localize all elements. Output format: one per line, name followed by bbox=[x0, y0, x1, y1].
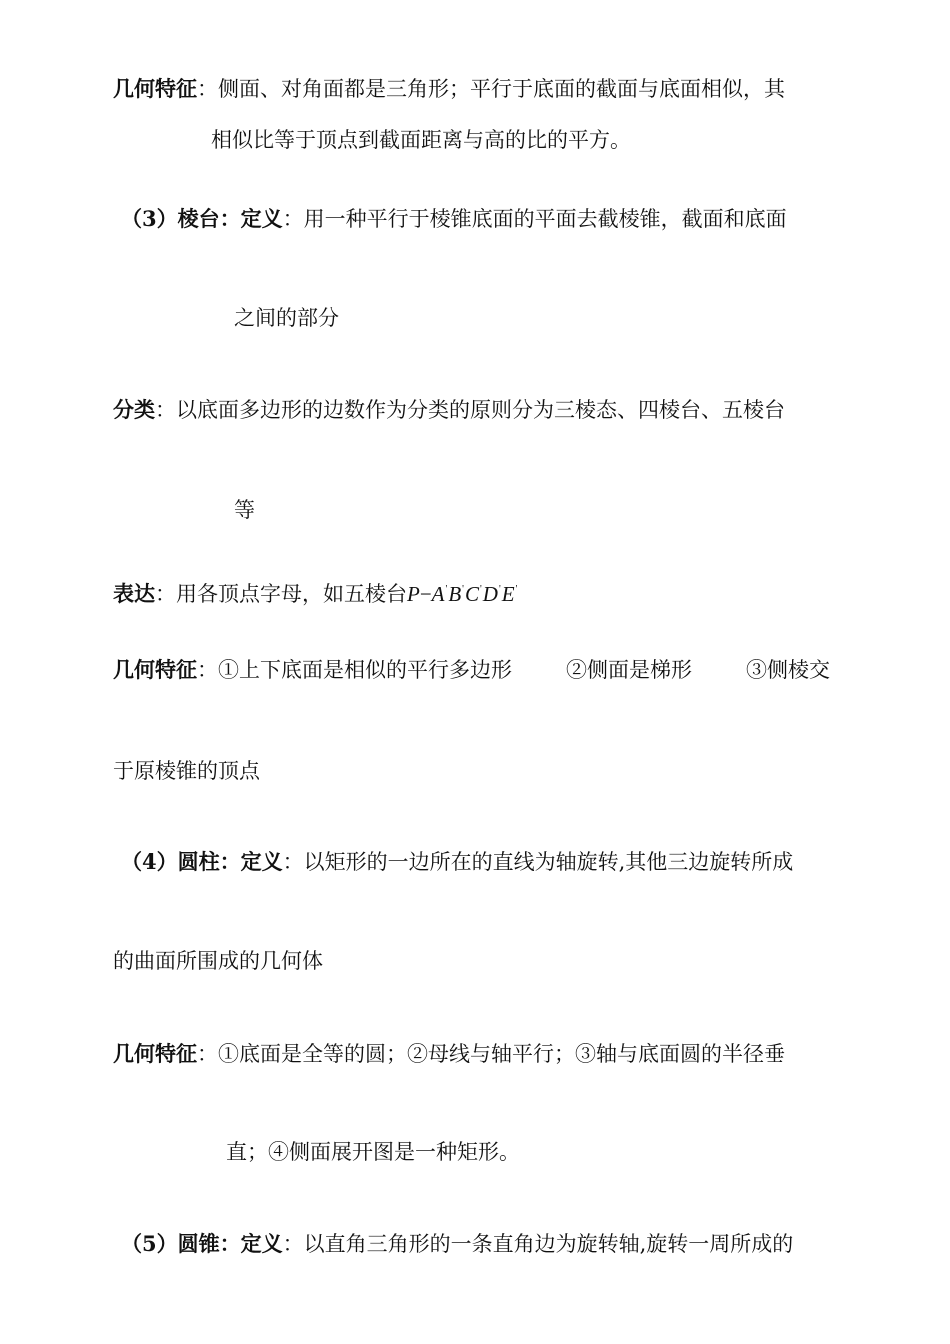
colon: ： bbox=[155, 398, 176, 422]
classification-line-1 bbox=[113, 395, 785, 425]
text: 以直角三角形的一条直角边为旋转轴,旋转一周所成的 bbox=[303, 1232, 794, 1256]
classification-label: 分类 bbox=[113, 397, 155, 422]
text: 以矩形的一边所在的直线为轴旋转,其他三边旋转所成 bbox=[303, 850, 794, 874]
cylinder-features-line-2 bbox=[226, 1137, 520, 1167]
text: 于原棱锥的顶点 bbox=[113, 759, 260, 783]
cone-heading: （5）圆锥 bbox=[121, 1231, 220, 1256]
definition-label: 定义 bbox=[240, 206, 283, 231]
feature-item-1: ①上下底面是相似的平行多边形 bbox=[218, 658, 512, 682]
text: 用各顶点字母，如五棱台 bbox=[176, 582, 407, 606]
text: 等 bbox=[234, 498, 255, 522]
colon: ： bbox=[197, 1042, 218, 1066]
cylinder-heading-line bbox=[121, 847, 793, 877]
colon: ： bbox=[282, 850, 304, 874]
text: 相似比等于顶点到截面距离与高的比的平方。 bbox=[211, 128, 631, 152]
frustum-features-line-1 bbox=[113, 655, 512, 685]
text: 的曲面所围成的几何体 bbox=[113, 949, 323, 973]
text: 侧面、对角面都是三角形；平行于底面的截面与底面相似，其 bbox=[218, 77, 785, 101]
colon: ： bbox=[197, 658, 218, 682]
cylinder-heading: （4）圆柱 bbox=[121, 849, 220, 874]
text: 直；④侧面展开图是一种矩形。 bbox=[226, 1140, 520, 1164]
text: 之间的部分 bbox=[234, 306, 339, 330]
frustum-notation-formula: P−A'B'C'D'E' bbox=[407, 582, 518, 606]
notation-line bbox=[113, 575, 518, 609]
colon: ： bbox=[197, 77, 218, 101]
frustum-features-line-2 bbox=[113, 756, 260, 786]
geometric-features-line-1 bbox=[113, 74, 785, 104]
classification-line-2 bbox=[234, 495, 255, 525]
text: 用一种平行于棱锥底面的平面去截棱锥，截面和底面 bbox=[303, 207, 787, 231]
feature-item-2: ②侧面是梯形 bbox=[566, 658, 692, 682]
definition-label: 定义 bbox=[240, 849, 283, 874]
colon: ： bbox=[282, 207, 304, 231]
geometric-features-label: 几何特征 bbox=[113, 1041, 197, 1066]
geometric-features-line-2 bbox=[211, 125, 631, 155]
cylinder-def-line-2 bbox=[113, 946, 323, 976]
frustum-heading-line bbox=[121, 204, 787, 234]
geometric-features-label: 几何特征 bbox=[113, 657, 197, 682]
feature-item-3: ③侧棱交 bbox=[746, 658, 830, 682]
definition-label: 定义 bbox=[240, 1231, 283, 1256]
cylinder-features-line-1 bbox=[113, 1039, 785, 1069]
colon: ： bbox=[219, 206, 241, 231]
cone-heading-line bbox=[121, 1229, 793, 1259]
notation-label: 表达 bbox=[113, 581, 155, 606]
geometric-features-label: 几何特征 bbox=[113, 76, 197, 101]
text: ①底面是全等的圆；②母线与轴平行；③轴与底面圆的半径垂 bbox=[218, 1042, 785, 1066]
colon: ： bbox=[219, 849, 241, 874]
text: 以底面多边形的边数作为分类的原则分为三棱态、四棱台、五棱台 bbox=[176, 398, 785, 422]
frustum-heading: （3）棱台 bbox=[121, 206, 220, 231]
colon: ： bbox=[219, 1231, 241, 1256]
frustum-def-line-2 bbox=[234, 303, 339, 333]
colon: ： bbox=[155, 582, 176, 606]
colon: ： bbox=[282, 1232, 304, 1256]
